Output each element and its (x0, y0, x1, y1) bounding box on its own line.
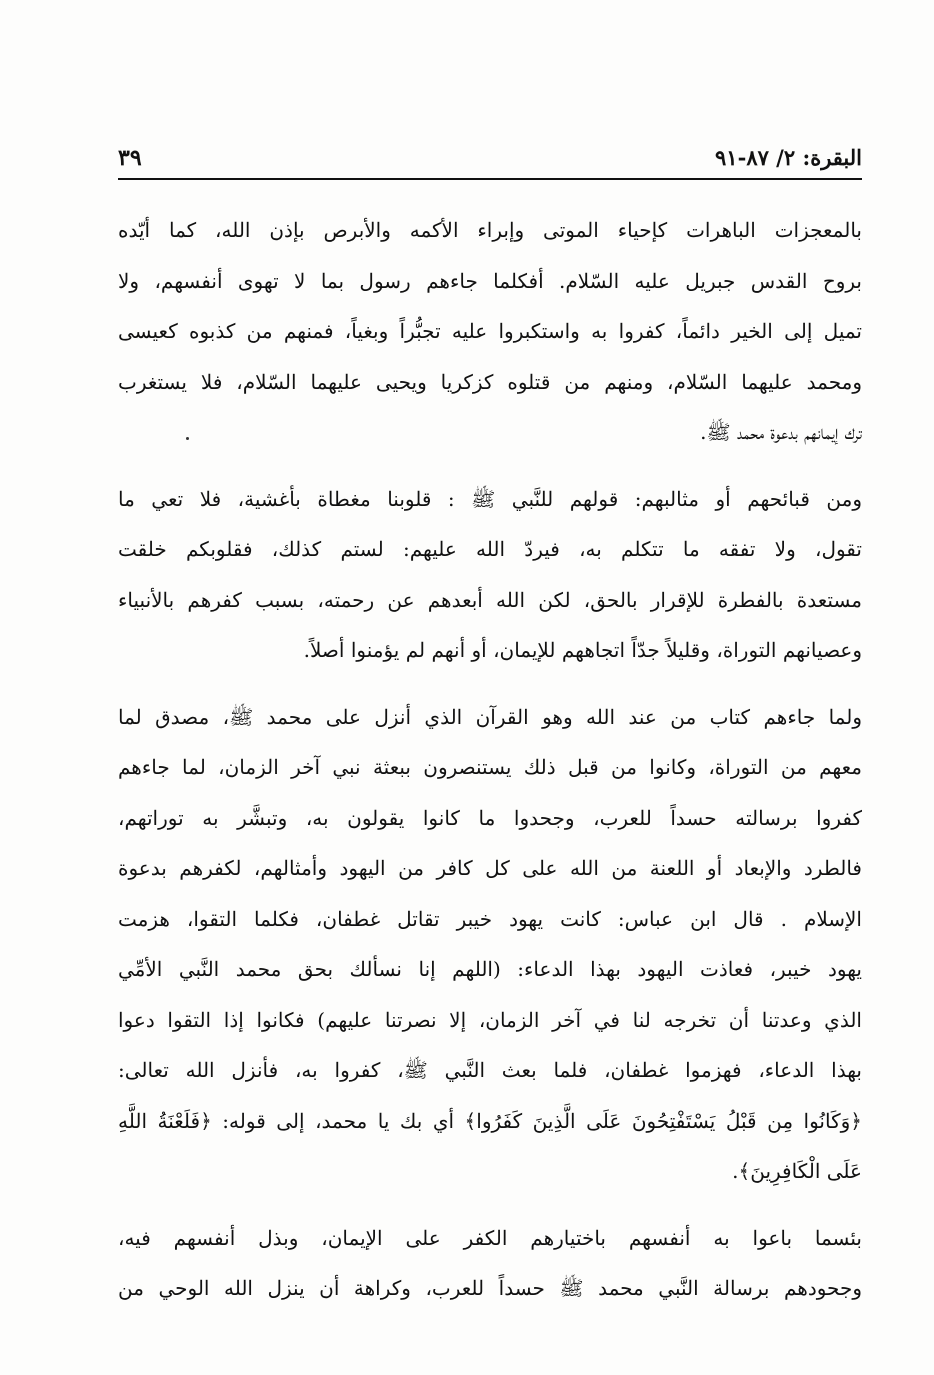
scan-speck (186, 437, 189, 440)
paragraph (118, 692, 862, 1197)
text-line: وعصيانهم التوراة، وقليلاً جدّاً اتجاههم للإيمان، أو أنهم لم يؤمنوا أصلاً. (303, 638, 862, 662)
text-line: بهذا الدعاء، فهزموا غطفان، فلما بعث النَّبي ﷺ، كفروا به، فأنزل الله تعالى: (118, 1058, 862, 1082)
running-title: البقرة: ٢/ ٨٧-٩١ (715, 145, 862, 170)
text-line: تميل إلى الخير دائماً، كفروا به واستكبروا عليه تجبُّراً وبغياً، فمنهم من كذبوه كعيسى (118, 319, 862, 343)
text-line: الذي وعدتنا أن تخرجه لنا في آخر الزمان، إلا نصرتنا عليهم) فكانوا إذا التقوا دعوا (118, 1007, 862, 1032)
text-line: كفروا برسالته حسداً للعرب، وجحدوا ما كانوا يقولون به، وتبشَّر به توراتهم، (118, 805, 862, 830)
page-header (118, 140, 862, 176)
header-rule (118, 178, 862, 180)
text-line: ومن قبائحهم أو مثالبهم: قولهم للنَّبي ﷺ : قلوبنا مغطاة بأغشية، فلا تعي ما (118, 486, 862, 511)
text-line: تقول، ولا تفقه ما تتكلم به، فيردّ الله عليهم: لستم كذلك، فقلوبكم خلقت (118, 537, 862, 561)
page-number: ٣٩ (118, 145, 142, 171)
text-line: ترك إيمانهم بدعوة محمد ﷺ. (700, 420, 862, 444)
text-line: ولما جاءهم كتاب من عند الله وهو القرآن الذي أنزل على محمد ﷺ، مصدق لما (118, 704, 862, 729)
text-line: وجحودهم برسالة النَّبي محمد ﷺ حسداً للعرب، وكراهة أن ينزل الله الوحي من (118, 1276, 862, 1300)
quran-verse-line: ﴿وَكَانُوا مِن قَبْلُ يَسْتَفْتِحُونَ عَلَى الَّذِينَ كَفَرُوا﴾ أي بك يا محمد، إلى قوله: ﴿فَلَعْنَةُ اللَّهِ (118, 1108, 862, 1133)
text-line: مستعدة بالفطرة للإقرار بالحق، لكن الله أبعدهم عن رحمته، بسبب كفرهم بالأنبياء (118, 587, 862, 612)
text-line: ومحمد عليهما السّلام، ومنهم من قتلوه كزكريا ويحيى عليهما السّلام، فلا يستغرب (118, 369, 862, 394)
paragraph (118, 1213, 862, 1314)
quran-verse-line: عَلَى الْكَافِرِينَ﴾. (732, 1159, 862, 1183)
text-line: بالمعجزات الباهرات كإحياء الموتى وإبراء الأكمه والأبرص بإذن الله، كما أيّده (118, 218, 862, 242)
text-line: الإسلام . قال ابن عباس: كانت يهود خيبر تقاتل غطفان، فكلما التقوا، هزمت (118, 906, 862, 931)
paragraph (118, 205, 862, 458)
body-text (118, 205, 862, 1330)
text-line: بئسما باعوا به أنفسهم باختيارهم الكفر على الإيمان، وبذل أنفسهم فيه، (118, 1225, 862, 1250)
text-line: فالطرد والإبعاد أو اللعنة من الله على كل كافر من اليهود وأمثالهم، لكفرهم بدعوة (118, 856, 862, 880)
text-line: يهود خيبر، فعاذت اليهود بهذا الدعاء: (اللهم إنا نسألك بحق محمد النَّبي الأمِّي (118, 957, 862, 981)
paragraph (118, 474, 862, 676)
text-line: بروح القدس جبريل عليه السّلام. أفكلما جاءهم رسول بما لا تهوى أنفسهم، ولا (118, 268, 862, 293)
text-line: معهم من التوراة، وكانوا من قبل ذلك يستنصرون ببعثة نبي آخر الزمان، لما جاءهم (118, 755, 862, 779)
